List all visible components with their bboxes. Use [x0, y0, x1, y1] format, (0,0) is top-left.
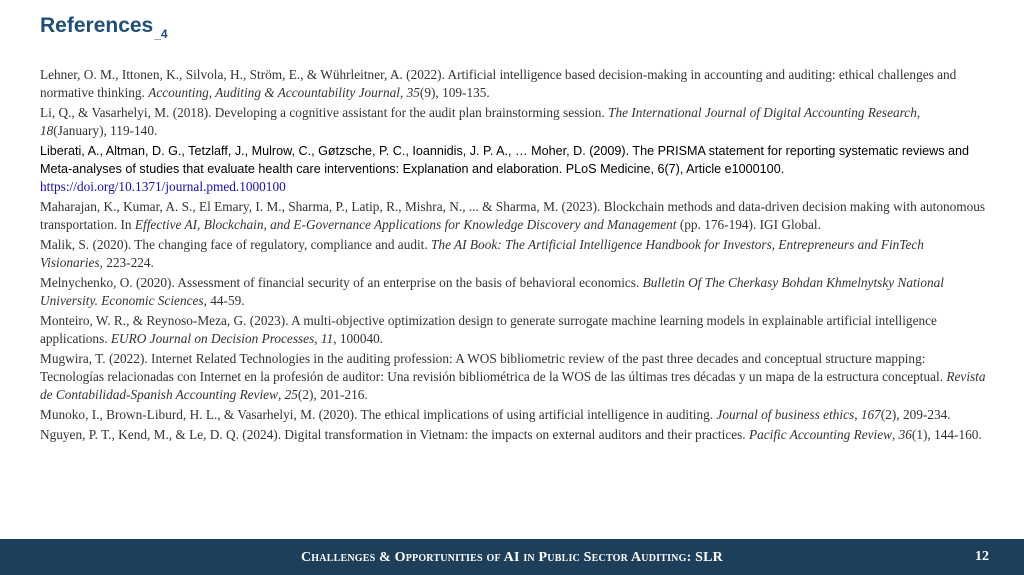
reference-text: Nguyen, P. T., Kend, M., & Le, D. Q. (2024). Digital transformation in Vietnam: the impacts on external auditors and their practices.: [40, 427, 749, 442]
reference-text: Li, Q., & Vasarhelyi, M. (2018). Developing a cognitive assistant for the audit plan brainstorming session.: [40, 105, 609, 120]
reference-item: [40, 406, 988, 424]
doi-link[interactable]: https://doi.org/10.1371/journal.pmed.1000100: [40, 179, 286, 194]
title-text: References: [40, 14, 154, 37]
reference-text: Maharajan, K., Kumar, A. S., El Emary, I. M., Sharma, P., Latip, R., Mishra, N., ... & Sharma, M. (2023). Blockchain methods and data-driven decision making with autonomous transportation. In: [40, 199, 986, 232]
reference-item: [40, 66, 988, 102]
reference-text: ,: [854, 407, 861, 422]
reference-text: (2), 201-216.: [297, 387, 368, 402]
reference-item: [40, 236, 988, 272]
reference-item: [40, 142, 988, 196]
reference-italic-text: 25: [284, 387, 298, 402]
reference-text: ,: [916, 105, 921, 120]
reference-text: (January), 119-140.: [53, 123, 158, 138]
reference-item: [40, 104, 988, 140]
title-suffix: _4: [154, 27, 168, 41]
reference-text: (pp. 176-194). IGI Global.: [676, 217, 821, 232]
reference-text: (2), 209-234.: [880, 407, 951, 422]
reference-italic-text: The AI Book: The Artificial Intelligence Handbook for Investors, Entrepreneurs and FinTech Visionaries: [40, 237, 924, 270]
reference-italic-text: Revista de Contabilidad-Spanish Accounting Review: [40, 369, 986, 402]
reference-text: Liberati, A., Altman, D. G., Tetzlaff, J., Mulrow, C., Gøtzsche, P. C., Ioannidis, J. P. A., … Moher, D. (2009). The PRISMA statement for reporting systematic reviews and Meta-analyses of studies that evaluate health care interventions: Explanation and elaboration. PLoS Medicine, 6(7), Article e1000100.: [40, 144, 970, 176]
reference-item: [40, 274, 988, 310]
reference-text: , 44-59.: [203, 293, 245, 308]
reference-text: , 223-224.: [99, 255, 154, 270]
reference-text: ,: [314, 331, 321, 346]
reference-list: [40, 66, 988, 446]
reference-item: [40, 426, 988, 444]
footer-title: Challenges & Opportunities of AI in Public Sector Auditing: SLR: [301, 550, 723, 565]
reference-italic-text: 35: [406, 85, 420, 100]
footer-bar: [0, 539, 1024, 575]
page-number: 12: [975, 549, 989, 564]
reference-item: [40, 198, 988, 234]
reference-italic-text: 167: [860, 407, 881, 422]
reference-italic-text: 11: [320, 331, 334, 346]
reference-italic-text: Journal of business ethics: [716, 407, 855, 422]
reference-text: Malik, S. (2020). The changing face of regulatory, compliance and audit.: [40, 237, 432, 252]
reference-text: Munoko, I., Brown-Liburd, H. L., & Vasarhelyi, M. (2020). The ethical implications of using artificial intelligence in auditing.: [40, 407, 717, 422]
reference-text: Melnychenko, O. (2020). Assessment of financial security of an enterprise on the basis of behavioral economics.: [40, 275, 643, 290]
reference-italic-text: EURO Journal on Decision Processes: [110, 331, 315, 346]
reference-text: ,: [399, 85, 407, 100]
reference-text: ,: [891, 427, 899, 442]
reference-text: , 100040.: [333, 331, 384, 346]
reference-italic-text: 36: [898, 427, 912, 442]
reference-text: Mugwira, T. (2022). Internet Related Technologies in the auditing profession: A WOS bibliometric review of the past three decades and conceptual structure mapping: Tecnologías relacionadas con Internet en la profesión de auditor: Una revisión bibliométrica de la WOS de las últimas tres décadas y un mapa de la estructura conceptual.: [40, 351, 947, 384]
reference-text: ,: [277, 387, 285, 402]
reference-italic-text: Accounting, Auditing & Accountability Journal: [148, 85, 400, 100]
reference-item: [40, 350, 988, 404]
reference-italic-text: Pacific Accounting Review: [748, 427, 892, 442]
page-title: [40, 14, 168, 41]
reference-italic-text: Bulletin Of The Cherkasy Bohdan Khmelnytsky National University. Economic Sciences: [40, 275, 944, 308]
reference-italic-text: The International Journal of Digital Accounting Research: [608, 105, 917, 120]
reference-italic-text: 18: [40, 123, 54, 138]
reference-item: [40, 312, 988, 348]
reference-text: Lehner, O. M., Ittonen, K., Silvola, H., Ström, E., & Wührleitner, A. (2022). Artificial intelligence based decision-making in accounting and auditing: ethical challenges and normative thinking.: [40, 67, 957, 100]
reference-text: Monteiro, W. R., & Reynoso-Meza, G. (2023). A multi-objective optimization design to generate surrogate machine learning models in explainable artificial intelligence applications.: [40, 313, 937, 346]
reference-text: (1), 144-160.: [911, 427, 982, 442]
reference-italic-text: Effective AI, Blockchain, and E-Governance Applications for Knowledge Discovery and Management: [134, 217, 677, 232]
reference-text: (9), 109-135.: [419, 85, 490, 100]
